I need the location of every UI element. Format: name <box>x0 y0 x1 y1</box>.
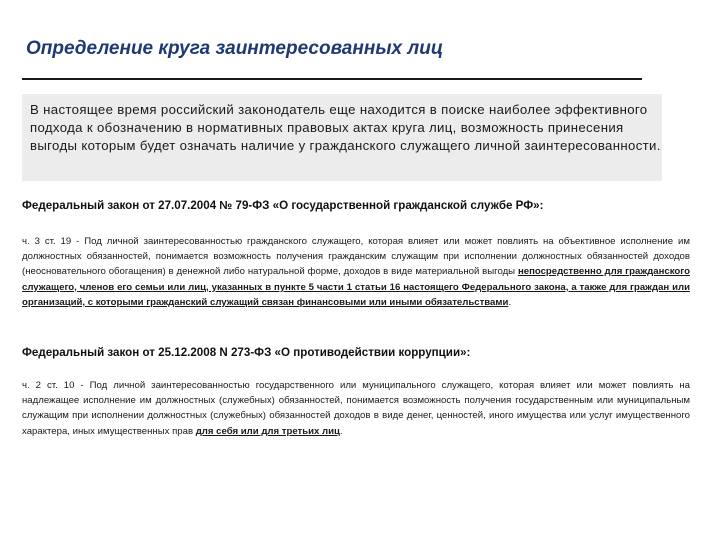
law-79-text <box>22 234 690 310</box>
law-273-text-end: . <box>339 425 343 437</box>
intro-paragraph: В настоящее время российский законодатель еще находится в поиске наиболее эффективного подхода к обозначению в нормативных правовых актах круга лиц, возможность принесения выгоды которым будет означать наличие у гражданского служащего личной заинтересованности. <box>30 102 661 153</box>
law-273-heading: Федеральный закон от 25.12.2008 N 273-ФЗ «О противодействии коррупции»: <box>22 346 471 359</box>
law-79-text-underlined: непосредственно для гражданского служащего, членов его семьи или лиц, указанных в пункте 5 части 1 статьи 16 настоящего Федерального закона, а также для граждан или организаций, с которыми гражданский служащий связан финансовыми или иными обязательствами <box>22 266 690 308</box>
law-79-text-main: ч. 3 ст. 19 - Под личной заинтересованностью гражданского служащего, которая влияет или может повлиять на объективное исполнение им должностных обязанностей, понимается возможность получения гражданским служащим при исполнении должностных обязанностей доходов (неосновательного обогащения) в денежной либо натуральной форме, доходов в виде материальной выгоды <box>22 236 690 278</box>
law-273-text-main: ч. 2 ст. 10 - Под личной заинтересованностью государственного или муниципального служащего, которая влияет или может повлиять на надлежащее исполнение им должностных (служебных) обязанностей, понимается возможность получения государственным или муниципальным служащим при исполнении должностных (служебных) обязанностей доходов в виде денег, ценностей, иного имущества или услуг имущественного характера, иных имущественных прав <box>22 380 690 437</box>
law-273-text-underlined: для себя или для третьих лиц <box>195 425 340 437</box>
law-273-text <box>22 378 690 439</box>
law-79-text-end: . <box>508 296 512 308</box>
law-79-heading: Федеральный закон от 27.07.2004 № 79-ФЗ «О государственной гражданской службе РФ»: <box>22 199 544 212</box>
slide-title: Определение круга заинтересованных лиц <box>26 38 444 59</box>
title-divider <box>22 78 642 80</box>
